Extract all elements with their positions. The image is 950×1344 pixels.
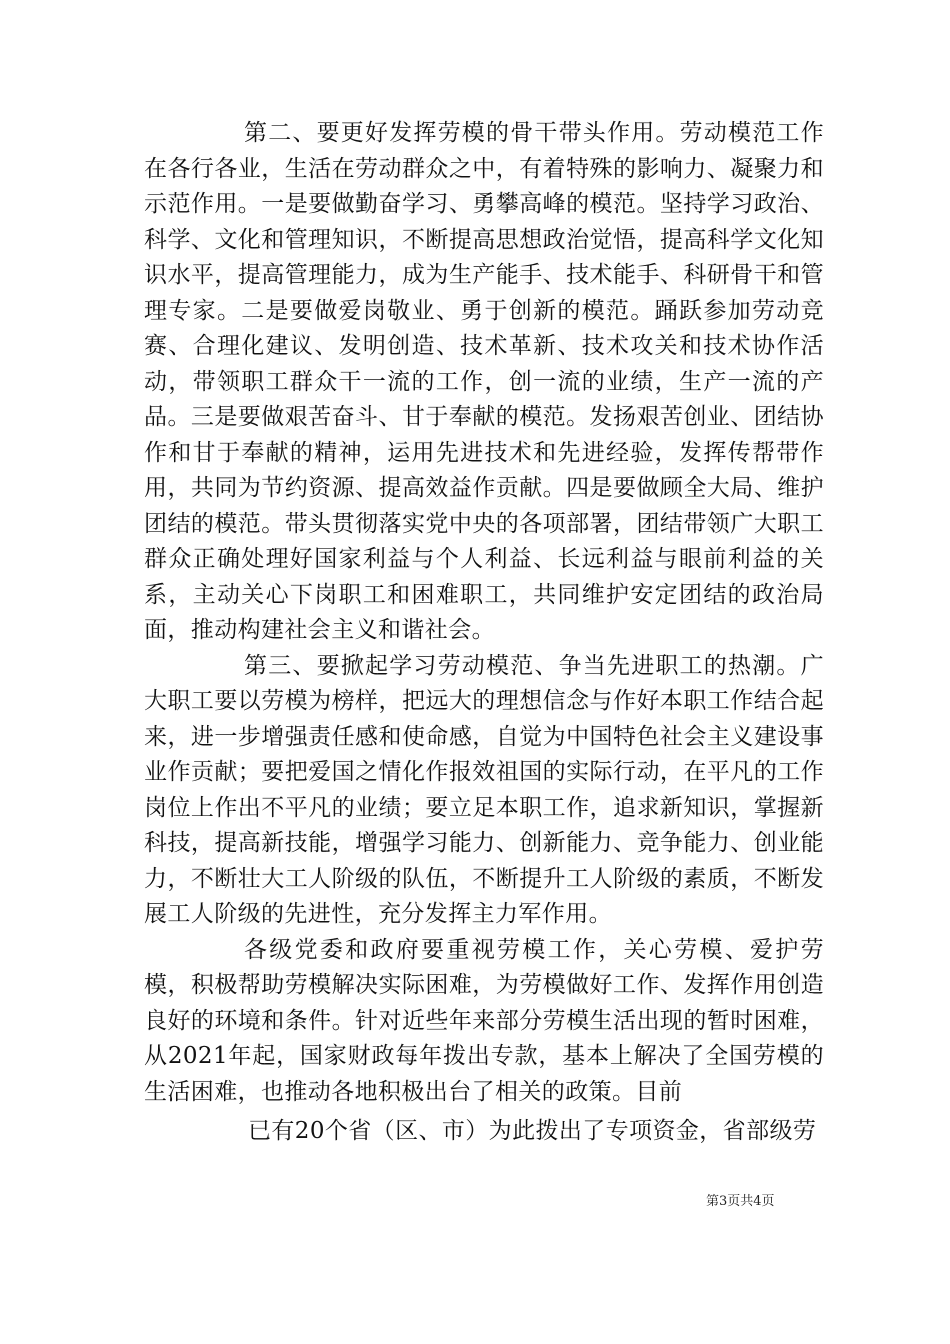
page-number-footer: 第3页共4页 xyxy=(706,1194,775,1209)
document-body xyxy=(144,116,824,1150)
paragraph-government-support: 各级党委和政府要重视劳模工作，关心劳模、爱护劳模，积极帮助劳模解决实际困难，为劳模做好工作、发挥作用创造良好的环境和条件。针对近些年来部分劳模生活出现的暂时困难，从2021年起，国家财政每年拨出专款，基本上解决了全国劳模的生活困难，也推动各地积极出台了相关的政策。目前 xyxy=(144,936,824,1105)
paragraph-learning-campaign: 第三、要掀起学习劳动模范、争当先进职工的热潮。广大职工要以劳模为榜样，把远大的理想信念与作好本职工作结合起来，进一步增强责任感和使命感，自觉为中国特色社会主义建设事业作贡献；要把爱国之情化作报效祖国的实际行动，在平凡的工作岗位上作出不平凡的业绩；要立足本职工作，追求新知识，掌握新科技，提高新技能，增强学习能力、创新能力、竞争能力、创业能力，不断壮大工人阶级的队伍，不断提升工人阶级的素质，不断发展工人阶级的先进性，充分发挥主力军作用。 xyxy=(144,652,824,927)
paragraph-continuation: 已有20个省（区、市）为此拨出了专项资金，省部级劳 xyxy=(248,1118,817,1144)
paragraph-role-of-model-workers: 第二、要更好发挥劳模的骨干带头作用。劳动模范工作在各行各业，生活在劳动群众之中，有着特殊的影响力、凝聚力和示范作用。一是要做勤奋学习、勇攀高峰的模范。坚持学习政治、科学、文化和管理知识，不断提高思想政治觉悟，提高科学文化知识水平，提高管理能力，成为生产能手、技术能手、科研骨干和管理专家。二是要做爱岗敬业、勇于创新的模范。踊跃参加劳动竞赛、合理化建议、发明创造、技术革新、技术攻关和技术协作活动，带领职工群众干一流的工作，创一流的业绩，生产一流的产品。三是要做艰苦奋斗、甘于奉献的模范。发扬艰苦创业、团结协作和甘于奉献的精神，运用先进技术和先进经验，发挥传帮带作用，共同为节约资源、提高效益作贡献。四是要做顾全大局、维护团结的模范。带头贯彻落实党中央的各项部署，团结带领广大职工群众正确处理好国家利益与个人利益、长远利益与眼前利益的关系，主动关心下岗职工和困难职工，共同维护安定团结的政治局面，推动构建社会主义和谐社会。 xyxy=(144,120,824,643)
